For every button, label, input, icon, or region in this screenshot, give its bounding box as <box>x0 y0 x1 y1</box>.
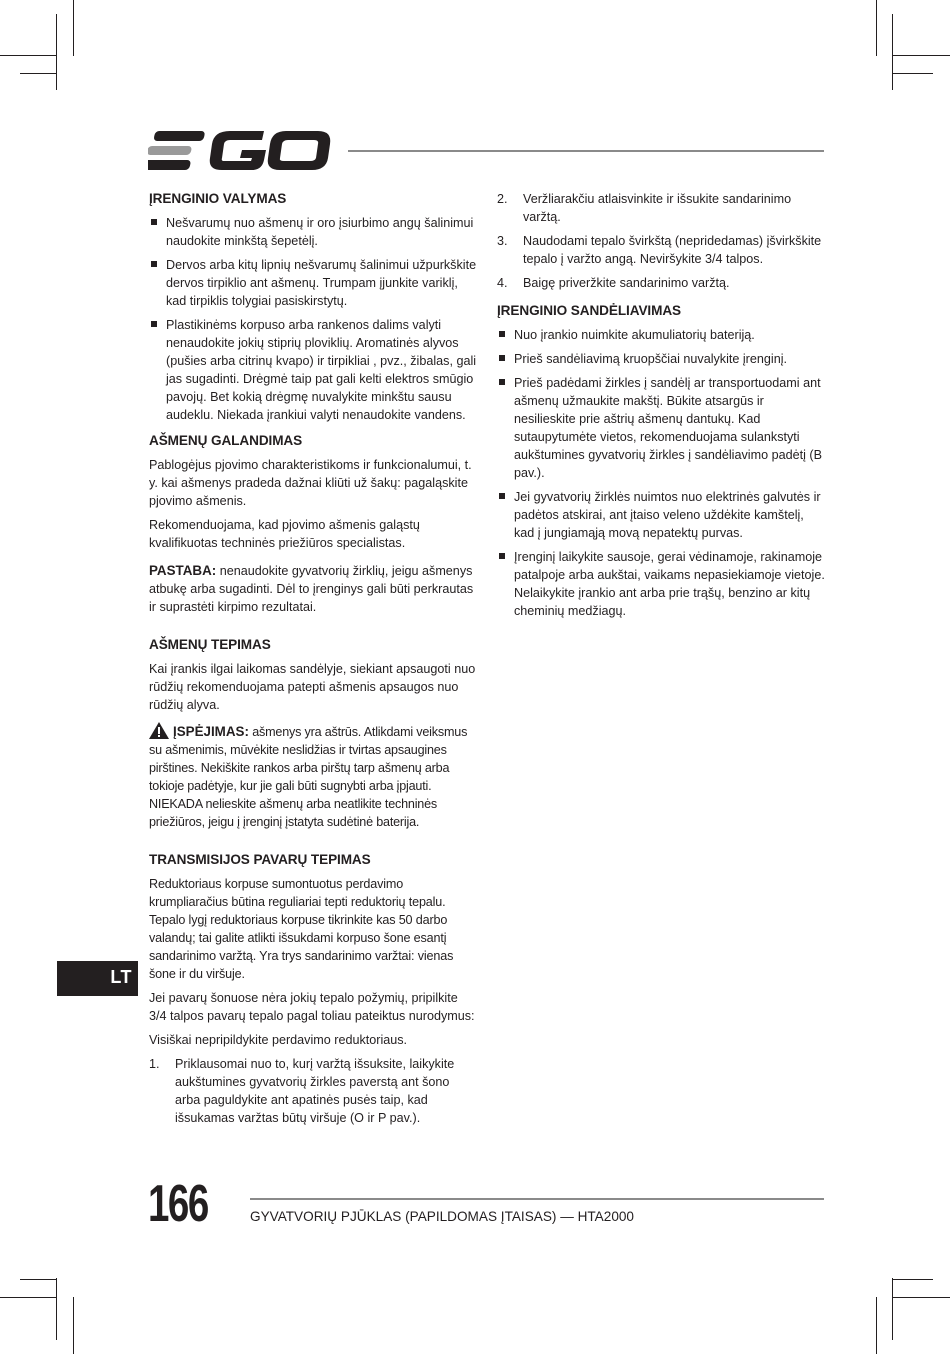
note-paragraph <box>149 562 477 616</box>
square-bullet-icon <box>499 331 505 337</box>
list-item-text: Prieš padėdami žirkles į sandėlį ar transportuodami ant ašmenų užmaukite makštį. Būkite atsargūs ir nesilieskite prie aštrių ašmenų dantukų. Kad sutaupytumėte vietos, rekomenduojama sulankstyti aukštumines gyvatvorių žirkles į sandėliavimo padėtį (B pav.). <box>514 376 822 480</box>
list-item <box>497 326 825 344</box>
step-number: 1. <box>149 1057 160 1071</box>
list-item <box>149 256 477 310</box>
language-code: LT <box>110 967 132 987</box>
paragraph: Visiškai nepripildykite perdavimo reduktoriaus. <box>149 1033 408 1047</box>
section-heading-blade-lubrication: AŠMENŲ TEPIMAS <box>149 637 271 652</box>
language-tab <box>57 961 138 996</box>
list-item <box>149 214 477 250</box>
storage-list <box>497 326 825 620</box>
square-bullet-icon <box>499 379 505 385</box>
crop-mark <box>876 0 877 56</box>
crop-mark <box>892 1278 893 1340</box>
list-item-text: Jei gyvatvorių žirklės nuimtos nuo elektrinės galvutės ir padėtos atskirai, ant įtaiso veleno uždėkite kamštelį, kad į jungiamąją movą nepatektų purvas. <box>514 490 821 540</box>
square-bullet-icon <box>151 321 157 327</box>
crop-mark <box>0 55 56 56</box>
list-item-text: Baigę priveržkite sandarinimo varžtą. <box>523 276 730 290</box>
list-item <box>497 190 825 226</box>
crop-mark <box>73 0 74 56</box>
header-rule <box>348 150 824 152</box>
note-label: PASTABA: <box>149 563 217 578</box>
section-heading-sharpening: AŠMENŲ GALANDIMAS <box>149 433 303 448</box>
crop-mark <box>20 1279 56 1280</box>
crop-mark <box>892 1297 950 1298</box>
crop-mark <box>893 73 933 74</box>
list-item-text: Prieš sandėliavimą kruopščiai nuvalykite įrenginį. <box>514 352 787 366</box>
crop-mark <box>0 1297 56 1298</box>
square-bullet-icon <box>499 493 505 499</box>
list-item <box>149 316 477 424</box>
list-item <box>497 274 825 292</box>
footer-rule <box>250 1198 824 1200</box>
crop-mark <box>56 14 57 90</box>
note-text: nenaudokite gyvatvorių žirklių, jeigu ašmenys atbukę arba sugadinti. Dėl to įrenginys gali būti perkrautas ir suprastėti kirpimo rezultatai. <box>149 564 474 614</box>
steps-list-continued <box>497 190 825 292</box>
step-number: 3. <box>497 234 508 248</box>
paragraph: Reduktoriaus korpuse sumontuotus perdavimo krumpliaračius būtina reguliariai tepti reduktorių tepalu. Tepalo lygį reduktoriaus korpuse tikrinkite kas 50 darbo valandų; tai galite atlikti išsukdami korpuso šone esantį sandarinimo varžtą. Yra trys sandarinimo varžtai: vienas šone ir du viršuje. <box>149 877 454 981</box>
warning-triangle-icon <box>149 722 169 739</box>
warning-paragraph <box>149 722 477 831</box>
list-item-text: Priklausomai nuo to, kurį varžtą išsuksite, laikykite aukštumines gyvatvorių žirkles paverstą ant šono arba paguldykite ant apatinės pusės taip, kad išsukamas varžtas būtų viršuje (O ir P pav.). <box>175 1057 455 1125</box>
list-item <box>497 488 825 542</box>
paragraph: Jei pavarų šonuose nėra jokių tepalo požymių, pripilkite 3/4 talpos pavarų tepalo pagal toliau pateiktus nurodymus: <box>149 991 475 1023</box>
section-heading-gear-lubrication: TRANSMISIJOS PAVARŲ TEPIMAS <box>149 852 371 867</box>
crop-mark <box>56 1278 57 1340</box>
section-heading-storage: ĮRENGINIO SANDĖLIAVIMAS <box>497 303 681 318</box>
list-item-text: Dervos arba kitų lipnių nešvarumų šalinimui užpurkškite dervos tirpiklio ant ašmenų. Trumpam įjunkite variklį, kad tirpiklis tolygiai pasiskirstytų. <box>166 258 477 308</box>
list-item <box>497 374 825 482</box>
list-item-text: Naudodami tepalo švirkštą (nepridedamas) įšvirkškite tepalo į varžto angą. Neviršykite 3/4 talpos. <box>523 234 822 266</box>
section-heading-cleaning: ĮRENGINIO VALYMAS <box>149 191 287 206</box>
ego-logo <box>148 128 334 174</box>
square-bullet-icon <box>151 261 157 267</box>
list-item-text: Veržliarakčiu atlaisvinkite ir išsukite sandarinimo varžtą. <box>523 192 792 224</box>
footer-title: GYVATVORIŲ PJŪKLAS (PAPILDOMAS ĮTAISAS) — HTA2000 <box>250 1209 634 1224</box>
crop-mark <box>892 55 950 56</box>
list-item <box>497 350 825 368</box>
warning-text: ašmenys yra aštrūs. Atlikdami veiksmus su ašmenimis, mūvėkite neslidžias ir tvirtas apsaugines pirštines. Nekiškite rankos arba pirštų tarp ašmenų arba tokioje padėtyje, kur jie gali būti sugnybti arba įpjauti. NIEKADA nelieskite ašmenų arba neatlikite techninės priežiūros, jeigu į įrenginį įstatyta sudėtinė baterija. <box>149 725 468 829</box>
square-bullet-icon <box>151 219 157 225</box>
crop-mark <box>893 1279 933 1280</box>
crop-mark <box>73 1297 74 1354</box>
crop-mark <box>876 1297 877 1354</box>
list-item-text: Nešvarumų nuo ašmenų ir oro įsiurbimo angų šalinimui naudokite minkštą šepetėlį. <box>166 216 474 248</box>
paragraph: Rekomenduojama, kad pjovimo ašmenis galąstų kvalifikuotas techninės priežiūros specialistas. <box>149 518 420 550</box>
list-item <box>497 232 825 268</box>
list-item-text: Įrenginį laikykite sausoje, gerai vėdinamoje, rakinamoje patalpoje arba aukštai, vaikams nepasiekiamoje vietoje. Nelaikykite įrankio ant arba prie trąšų, benzino ar kitų cheminių medžiagų. <box>514 550 825 618</box>
list-item-text: Nuo įrankio nuimkite akumuliatorių bateriją. <box>514 328 755 342</box>
list-item <box>497 548 825 620</box>
square-bullet-icon <box>499 355 505 361</box>
square-bullet-icon <box>499 553 505 559</box>
crop-mark <box>892 14 893 90</box>
page-number: 166 <box>148 1175 208 1233</box>
cleaning-list <box>149 214 477 424</box>
list-item <box>149 1055 477 1127</box>
paragraph: Pablogėjus pjovimo charakteristikoms ir funkcionalumui, t. y. kai ašmenys pradeda dažnai kliūti už šakų: pagaląskite pjovimo ašmenis. <box>149 458 472 508</box>
warning-label: ĮSPĖJIMAS: <box>173 724 249 739</box>
step-number: 2. <box>497 192 508 206</box>
list-item-text: Plastikinėms korpuso arba rankenos dalims valyti nenaudokite jokių stiprių ploviklių. Aromatinės alyvos (pušies arba citrinų kvapo) ir tirpikliai , pvz., žibalas, gali jas sugadinti. Drėgmė taip pat gali kelti elektros smūgio pavojų. Bet kokią drėgmę nuvalykite minkštu sausu audeklu. Niekada įrankiui valyti nenaudokite vandens. <box>166 318 477 422</box>
step-number: 4. <box>497 276 508 290</box>
crop-mark <box>20 73 56 74</box>
steps-list <box>149 1055 477 1127</box>
left-column <box>149 190 477 1135</box>
paragraph: Kai įrankis ilgai laikomas sandėlyje, siekiant apsaugoti nuo rūdžių rekomenduojama patepti ašmenis apsaugos nuo rūdžių alyva. <box>149 662 476 712</box>
right-column <box>497 190 825 628</box>
